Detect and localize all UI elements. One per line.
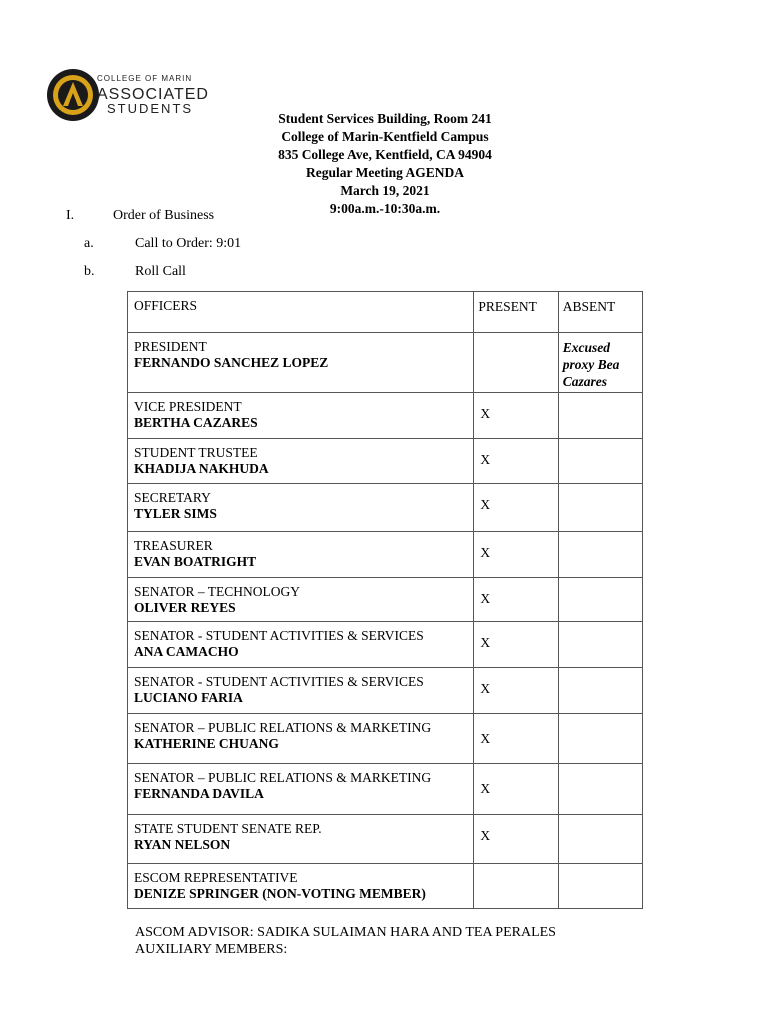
officer-cell bbox=[128, 764, 474, 815]
table-row bbox=[128, 439, 643, 484]
present-mark: X bbox=[480, 635, 491, 650]
header-date: March 19, 2021 bbox=[340, 183, 430, 198]
table-row bbox=[128, 764, 643, 815]
officer-role: SENATOR – PUBLIC RELATIONS & MARKETING bbox=[134, 720, 432, 735]
present-mark: X bbox=[480, 828, 491, 843]
officer-name: BERTHA CAZARES bbox=[134, 415, 258, 430]
table-row bbox=[128, 864, 643, 909]
absent-note-line: Excused bbox=[562, 340, 611, 355]
officer-role: ESCOM REPRESENTATIVE bbox=[134, 870, 298, 885]
advisor-line: ASCOM ADVISOR: SADIKA SULAIMAN HARA AND TEA PERALES bbox=[135, 925, 556, 940]
absent-cell bbox=[558, 532, 642, 578]
header-absent bbox=[558, 292, 642, 333]
officer-name: FERNANDO SANCHEZ LOPEZ bbox=[134, 355, 329, 370]
present-cell bbox=[474, 439, 558, 484]
present-mark: X bbox=[480, 497, 491, 512]
absent-cell bbox=[558, 714, 642, 764]
officer-name: EVAN BOATRIGHT bbox=[134, 554, 257, 569]
officer-cell bbox=[128, 578, 474, 622]
item-roll-call: Roll Call bbox=[135, 264, 186, 279]
absent-cell bbox=[558, 333, 642, 393]
absent-cell bbox=[558, 484, 642, 532]
officer-cell bbox=[128, 484, 474, 532]
logo-associated-text: ASSOCIATED bbox=[97, 86, 209, 103]
officer-role: SENATOR – PUBLIC RELATIONS & MARKETING bbox=[134, 770, 432, 785]
officer-name: DENIZE SPRINGER (NON-VOTING MEMBER) bbox=[134, 886, 426, 901]
present-cell bbox=[474, 764, 558, 815]
header-time: 9:00a.m.-10:30a.m. bbox=[329, 201, 441, 216]
header-officers bbox=[128, 292, 474, 333]
absent-cell bbox=[558, 864, 642, 909]
officer-name: TYLER SIMS bbox=[134, 506, 217, 521]
present-mark: X bbox=[480, 545, 491, 560]
present-cell bbox=[474, 578, 558, 622]
officer-role: SECRETARY bbox=[134, 490, 211, 505]
header-present bbox=[474, 292, 558, 333]
present-cell bbox=[474, 864, 558, 909]
officer-name: ANA CAMACHO bbox=[134, 644, 239, 659]
absent-cell bbox=[558, 393, 642, 439]
table-row bbox=[128, 532, 643, 578]
table-row bbox=[128, 815, 643, 864]
absent-note-line: proxy Bea bbox=[562, 357, 620, 372]
header-officers-label: OFFICERS bbox=[134, 298, 198, 313]
section-title: Order of Business bbox=[113, 208, 215, 223]
table-header-row bbox=[128, 292, 643, 333]
officer-cell bbox=[128, 714, 474, 764]
header-campus: College of Marin-Kentfield Campus bbox=[281, 129, 489, 144]
officer-name: LUCIANO FARIA bbox=[134, 690, 243, 705]
present-mark bbox=[474, 864, 557, 877]
table-row bbox=[128, 714, 643, 764]
absent-cell bbox=[558, 668, 642, 714]
present-cell bbox=[474, 815, 558, 864]
officer-role: SENATOR - STUDENT ACTIVITIES & SERVICES bbox=[134, 628, 424, 643]
absent-cell bbox=[558, 439, 642, 484]
absent-cell bbox=[558, 764, 642, 815]
absent-cell bbox=[558, 815, 642, 864]
officer-cell bbox=[128, 668, 474, 714]
officer-role: TREASURER bbox=[134, 538, 213, 553]
present-cell bbox=[474, 333, 558, 393]
header-present-label: PRESENT bbox=[478, 299, 537, 314]
logo-students-text: STUDENTS bbox=[107, 101, 194, 116]
officer-role: PRESIDENT bbox=[134, 339, 207, 354]
absent-cell bbox=[558, 622, 642, 668]
header-address: 835 College Ave, Kentfield, CA 94904 bbox=[278, 147, 492, 162]
officer-cell bbox=[128, 815, 474, 864]
present-cell bbox=[474, 393, 558, 439]
present-mark bbox=[474, 333, 557, 346]
table-row bbox=[128, 668, 643, 714]
auxiliary-members-line: AUXILIARY MEMBERS: bbox=[135, 942, 288, 957]
table-row bbox=[128, 333, 643, 393]
present-cell bbox=[474, 714, 558, 764]
officer-role: STUDENT TRUSTEE bbox=[134, 445, 258, 460]
associated-students-logo bbox=[46, 68, 209, 124]
absent-note-line: Cazares bbox=[562, 374, 608, 389]
officer-cell bbox=[128, 622, 474, 668]
logo-college-text: COLLEGE OF MARIN bbox=[97, 74, 193, 83]
officer-cell bbox=[128, 393, 474, 439]
absent-note bbox=[559, 333, 642, 390]
officer-role: VICE PRESIDENT bbox=[134, 399, 242, 414]
present-mark: X bbox=[480, 452, 491, 467]
item-call-to-order: Call to Order: 9:01 bbox=[135, 236, 242, 251]
present-mark: X bbox=[480, 406, 491, 421]
officer-cell bbox=[128, 333, 474, 393]
table-row bbox=[128, 484, 643, 532]
table-row bbox=[128, 622, 643, 668]
officer-name: RYAN NELSON bbox=[134, 837, 231, 852]
roll-call-table bbox=[127, 291, 643, 909]
officer-cell bbox=[128, 864, 474, 909]
header-absent-label: ABSENT bbox=[562, 299, 616, 314]
item-letter-b: b. bbox=[84, 264, 95, 279]
officer-name: KATHERINE CHUANG bbox=[134, 736, 279, 751]
present-mark: X bbox=[480, 781, 491, 796]
officer-name: FERNANDA DAVILA bbox=[134, 786, 264, 801]
section-number: I. bbox=[66, 208, 75, 223]
present-cell bbox=[474, 484, 558, 532]
officer-name: KHADIJA NAKHUDA bbox=[134, 461, 269, 476]
present-mark: X bbox=[480, 591, 491, 606]
header-meeting-type: Regular Meeting AGENDA bbox=[306, 165, 464, 180]
officer-role: STATE STUDENT SENATE REP. bbox=[134, 821, 322, 836]
present-cell bbox=[474, 532, 558, 578]
officer-role: SENATOR - STUDENT ACTIVITIES & SERVICES bbox=[134, 674, 424, 689]
present-mark: X bbox=[480, 731, 491, 746]
absent-cell bbox=[558, 578, 642, 622]
present-mark: X bbox=[480, 681, 491, 696]
associated-students-seal-icon bbox=[46, 68, 100, 122]
officer-name: OLIVER REYES bbox=[134, 600, 236, 615]
present-cell bbox=[474, 668, 558, 714]
officer-cell bbox=[128, 439, 474, 484]
header-location: Student Services Building, Room 241 bbox=[278, 111, 492, 126]
table-row bbox=[128, 393, 643, 439]
meeting-header bbox=[245, 110, 525, 218]
present-cell bbox=[474, 622, 558, 668]
officer-role: SENATOR – TECHNOLOGY bbox=[134, 584, 301, 599]
item-letter-a: a. bbox=[84, 236, 94, 251]
table-row bbox=[128, 578, 643, 622]
officer-cell bbox=[128, 532, 474, 578]
